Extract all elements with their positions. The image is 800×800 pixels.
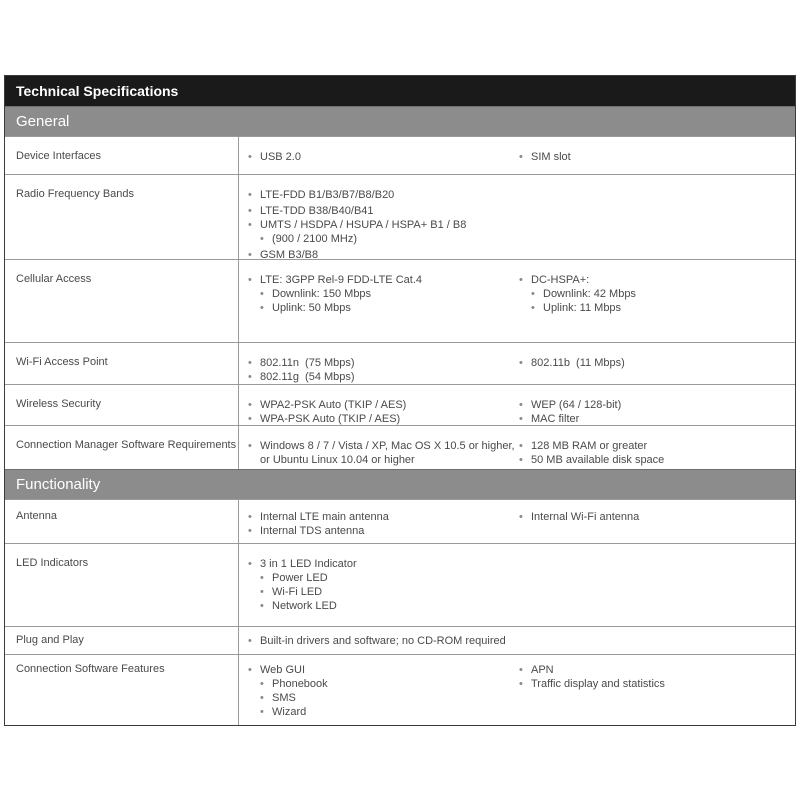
spec-value: • Wi-Fi LED bbox=[248, 585, 519, 599]
row-label: Wireless Security bbox=[5, 385, 239, 425]
row-label: Antenna bbox=[5, 500, 239, 543]
spec-value: • WPA-PSK Auto (TKIP / AES) bbox=[248, 412, 519, 426]
spec-value: or Ubuntu Linux 10.04 or higher bbox=[260, 454, 415, 466]
row-antenna bbox=[5, 499, 795, 543]
spec-value: • 128 MB RAM or greater bbox=[519, 439, 795, 453]
spec-value: • Downlink: 42 Mbps bbox=[519, 287, 795, 301]
row-label: Wi-Fi Access Point bbox=[5, 343, 239, 384]
row-label: Cellular Access bbox=[5, 260, 239, 342]
spec-value: • Uplink: 11 Mbps bbox=[519, 301, 795, 315]
spec-value: • 802.11g (54 Mbps) bbox=[248, 370, 519, 384]
spec-value: • Internal TDS antenna bbox=[248, 524, 519, 538]
spec-value: • Web GUI bbox=[248, 663, 519, 677]
row-label: Plug and Play bbox=[5, 627, 239, 654]
spec-value: • DC-HSPA+: bbox=[519, 273, 795, 287]
row-cellular-access bbox=[5, 259, 795, 342]
row-radio-frequency-bands bbox=[5, 174, 795, 259]
spec-value: • USB 2.0 bbox=[248, 150, 519, 164]
row-led-indicators bbox=[5, 543, 795, 626]
spec-value: • Network LED bbox=[248, 599, 519, 613]
spec-value: • Phonebook bbox=[248, 677, 519, 691]
row-label: LED Indicators bbox=[5, 544, 239, 626]
spec-value: • LTE-FDD B1/B3/B7/B8/B20 bbox=[248, 188, 519, 202]
row-label: Radio Frequency Bands bbox=[5, 175, 239, 259]
row-label: Device Interfaces bbox=[5, 137, 239, 174]
spec-value: • (900 / 2100 MHz) bbox=[248, 232, 519, 246]
row-connection-manager-requirements bbox=[5, 425, 795, 469]
row-wifi-access-point bbox=[5, 342, 795, 384]
spec-value: • LTE: 3GPP Rel-9 FDD-LTE Cat.4 bbox=[248, 273, 519, 287]
spec-value: • Internal Wi-Fi antenna bbox=[519, 510, 795, 524]
row-device-interfaces bbox=[5, 136, 795, 174]
spec-value: • Built-in drivers and software; no CD-ROM required bbox=[248, 634, 506, 648]
row-plug-and-play bbox=[5, 626, 795, 654]
spec-value: • Wizard bbox=[248, 705, 519, 719]
spec-value: • 3 in 1 LED Indicator bbox=[248, 557, 519, 571]
spec-value: • 802.11n (75 Mbps) bbox=[248, 356, 519, 370]
spec-table bbox=[4, 75, 796, 726]
spec-value: • 802.11b (11 Mbps) bbox=[519, 356, 795, 370]
row-label: Connection Software Features bbox=[5, 655, 239, 725]
spec-value: • APN bbox=[519, 663, 795, 677]
spec-value: • Windows 8 / 7 / Vista / XP, Mac OS X 10.5 or higher, bbox=[248, 439, 519, 453]
spec-value: • 50 MB available disk space bbox=[519, 453, 795, 467]
spec-value: • Downlink: 150 Mbps bbox=[248, 287, 519, 301]
row-connection-software-features bbox=[5, 654, 795, 725]
spec-value: • GSM B3/B8 bbox=[248, 248, 519, 262]
spec-value: • WPA2-PSK Auto (TKIP / AES) bbox=[248, 398, 519, 412]
section-heading-general: General bbox=[5, 106, 795, 136]
spec-value: • SMS bbox=[248, 691, 519, 705]
spec-value: • SIM slot bbox=[519, 150, 795, 164]
spec-value: • LTE-TDD B38/B40/B41 bbox=[248, 204, 519, 218]
spec-value: • WEP (64 / 128-bit) bbox=[519, 398, 795, 412]
spec-value: • Power LED bbox=[248, 571, 519, 585]
row-label: Connection Manager Software Requirements bbox=[5, 426, 239, 469]
row-wireless-security bbox=[5, 384, 795, 425]
section-heading-functionality: Functionality bbox=[5, 469, 795, 499]
table-title: Technical Specifications bbox=[5, 76, 795, 106]
spec-value: • Internal LTE main antenna bbox=[248, 510, 519, 524]
spec-value: • Uplink: 50 Mbps bbox=[248, 301, 519, 315]
spec-value: • Traffic display and statistics bbox=[519, 677, 795, 691]
spec-value: • UMTS / HSDPA / HSUPA / HSPA+ B1 / B8 bbox=[248, 218, 519, 232]
spec-value: • MAC filter bbox=[519, 412, 795, 426]
